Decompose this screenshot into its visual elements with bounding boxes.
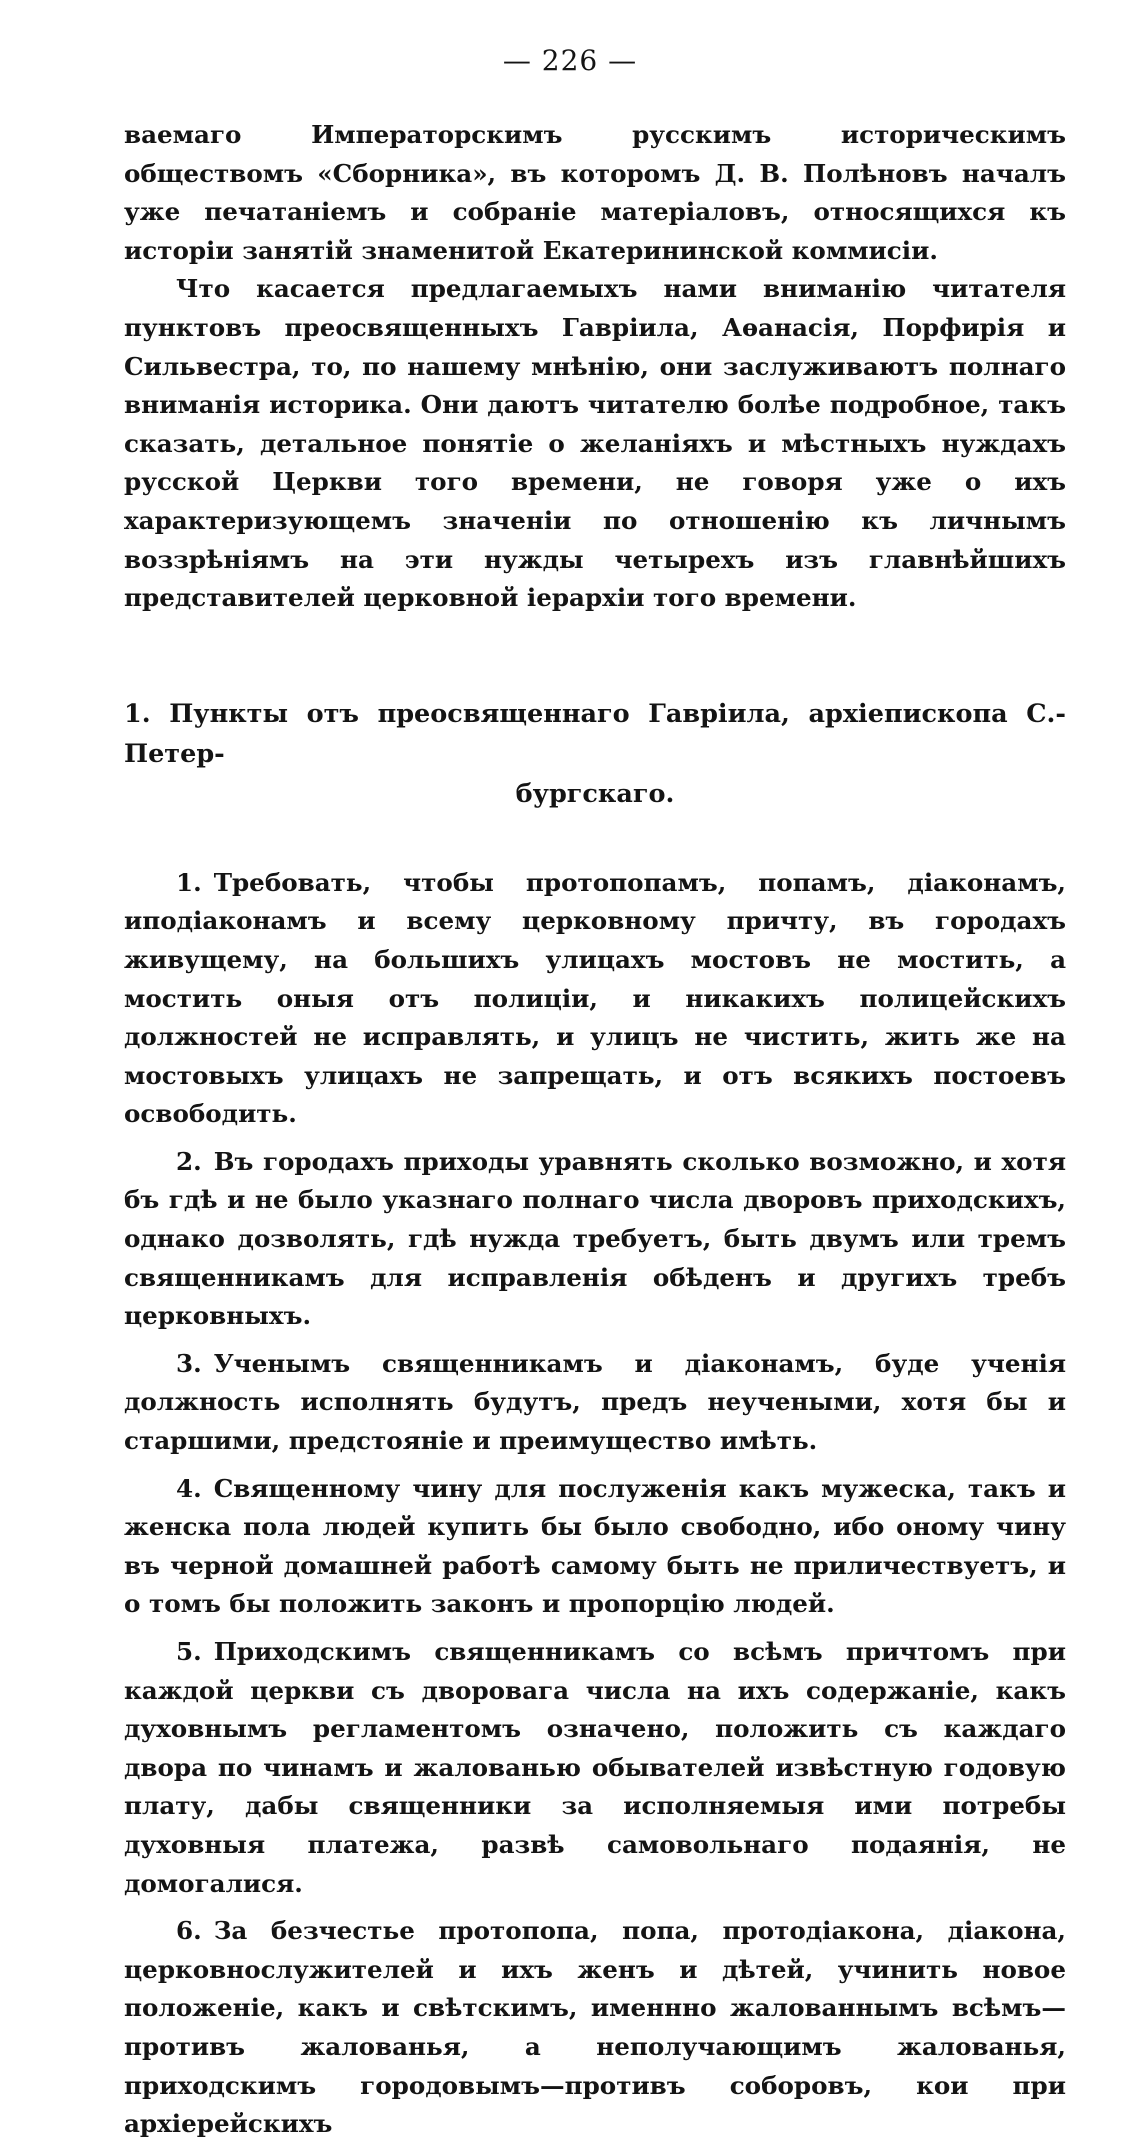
item-text: Требовать, чтобы протопопамъ, попамъ, діаконамъ, иподіаконамъ и всему церковному причту, въ городахъ живущему, на большихъ улицахъ мостовъ не мостить, а мостить оныя отъ полиціи, и никакихъ полицейскихъ должностей не исправлять, и улицъ не чистить, жить же на мостовыхъ улицахъ не запрещать, и отъ всякихъ постоевъ освободить. (124, 867, 1066, 1129)
item-number: 4. (176, 1473, 202, 1503)
page-body (124, 116, 1066, 2153)
section-heading-line-2: бургскаго. (515, 778, 675, 809)
item-number: 1. (176, 867, 202, 897)
list-item (124, 864, 1066, 1134)
section-heading-line-1: 1. Пункты отъ преосвященнаго Гавріила, архіепископа С.-Петер- (124, 698, 1066, 769)
item-text: Приходскимъ священникамъ со всѣмъ причтомъ при каждой церкви съ дворовага числа на ихъ содержаніе, какъ духовнымъ регламентомъ означено, положить съ каждаго двора по чинамъ и жалованью обывателей извѣстную годовую плату, дабы священники за исполняемыя ими потребы духовныя платежа, развѣ самовольнаго подаянія, не домогалися. (124, 1637, 1066, 1898)
list-item (124, 1633, 1066, 1903)
item-number: 2. (176, 1146, 202, 1176)
item-text: За безчестье протопопа, попа, протодіакона, діакона, церковнослужителей и ихъ женъ и дѣтей, учинить новое положеніе, какъ и свѣтскимъ, именнно жалованнымъ всѣмъ—противъ жалованья, а неполучающимъ жалованья, приходскимъ городовымъ—противъ соборовъ, кои при архіерейскихъ (124, 1916, 1066, 2139)
list-item (124, 1345, 1066, 1461)
points-list (124, 864, 1066, 2144)
intro-continuation-paragraph: ваемаго Императорскимъ русскимъ историческимъ обществомъ «Сборника», въ которомъ Д. В. Полѣновъ началъ уже печатаніемъ и собраніе матеріаловъ, относящихся къ исторіи занятій знаменитой Екатерининской коммисіи. (124, 120, 1066, 265)
item-number: 6. (176, 1916, 202, 1946)
item-number: 5. (176, 1637, 202, 1666)
list-item (124, 1470, 1066, 1624)
section-heading (124, 694, 1066, 814)
page-number: — 226 — (502, 44, 638, 77)
list-item (124, 1143, 1066, 1336)
item-number: 3. (176, 1348, 202, 1378)
intro-paragraph: Что касается предлагаемыхъ нами вниманію читателя пунктовъ преосвященныхъ Гавріила, Аѳанасія, Порфирія и Сильвестра, то, по нашему мнѣнію, они заслуживаютъ полнаго вниманія историка. Они даютъ читателю болѣе подробное, такъ сказать, детальное понятіе о желаніяхъ и мѣстныхъ нуждахъ русской Церкви того времени, не говоря уже о ихъ характеризующемъ значеніи по отношенію къ личнымъ воззрѣніямъ на эти нужды четырехъ изъ главнѣйшихъ представителей церковной іерархіи того времени. (124, 274, 1066, 613)
item-text: Священному чину для послуженія какъ мужеска, такъ и женска пола людей купить бы было свободно, ибо оному чину въ черной домашней работѣ самому быть не приличествуетъ, и о томъ бы положить законъ и пропорцію людей. (124, 1473, 1066, 1619)
item-text: Въ городахъ приходы уравнять сколько возможно, и хотя бъ гдѣ и не было указнаго полнаго числа дворовъ приходскихъ, однако дозволять, гдѣ нужда требуетъ, быть двумъ или тремъ священникамъ для исправленія обѣденъ и другихъ требъ церковныхъ. (124, 1146, 1066, 1331)
list-item (124, 1912, 1066, 2144)
item-text: Ученымъ священникамъ и діаконамъ, буде ученія должность исполнять будутъ, предъ неучеными, хотя бы и старшими, предстояніе и преимущество имѣть. (124, 1348, 1066, 1456)
